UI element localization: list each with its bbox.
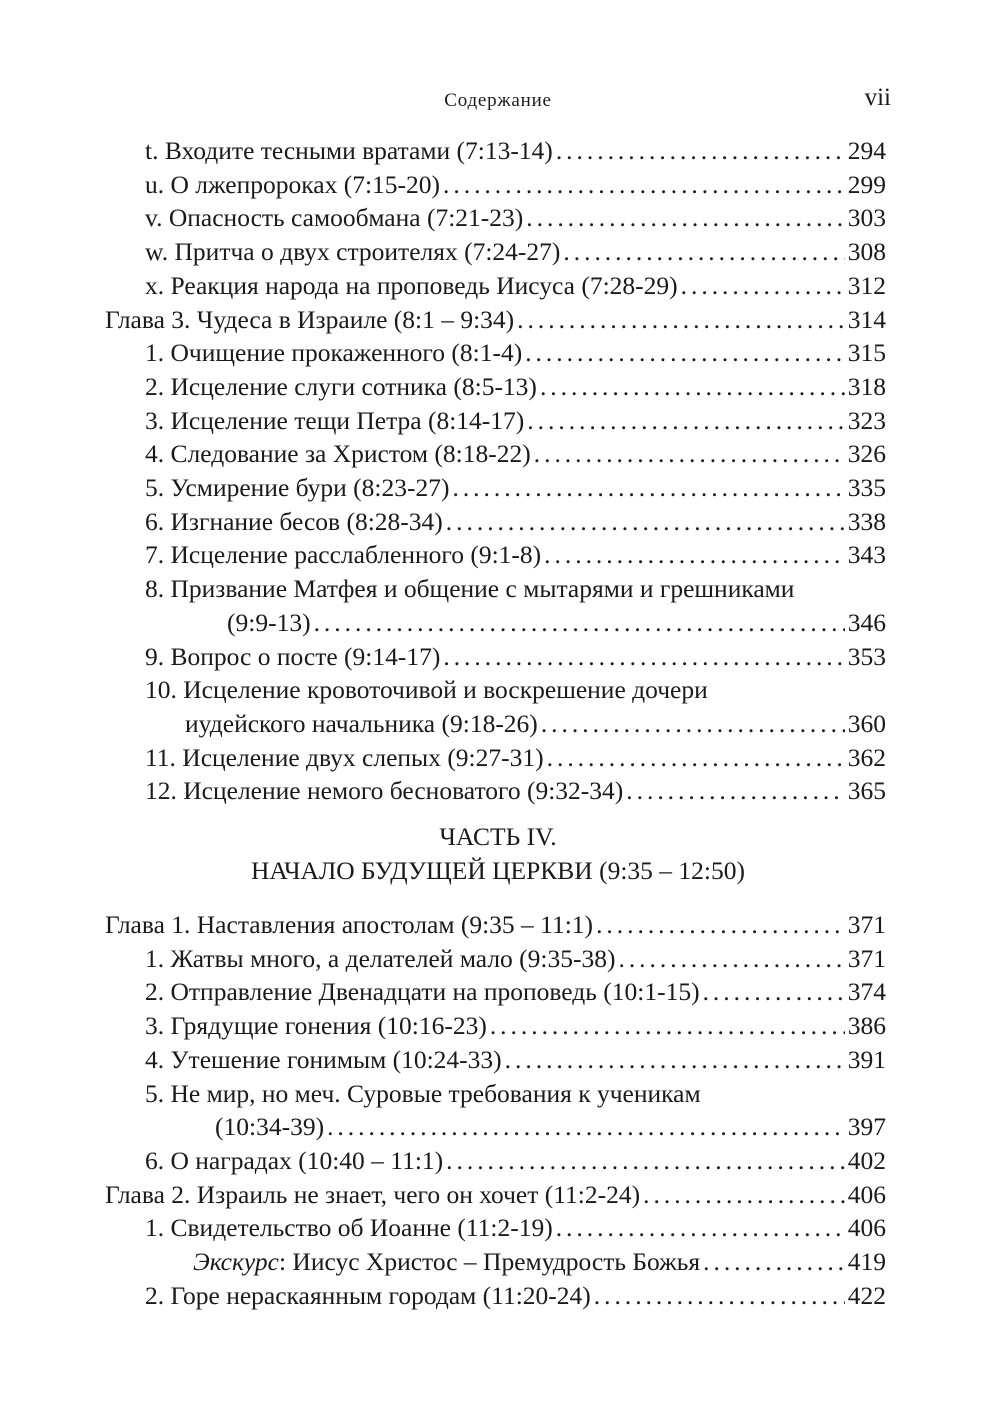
toc-entry-title: u. О лжепророках (7:15-20) [145,169,441,199]
toc-entry-title: 9. Вопрос о посте (9:14-17) [145,641,441,671]
dot-leader [547,741,845,775]
toc-entry [105,1279,886,1313]
dot-leader [556,134,845,168]
toc-entry-title: 6. О наградах (10:40 – 11:1) [145,1145,444,1175]
running-head [105,82,891,122]
toc-entry-page: 338 [847,506,886,536]
toc-entry-title-line1: 8. Призвание Матфея и общение с мытарями и грешниками [145,574,795,604]
toc-entry [105,640,886,674]
toc-entry-title: 1. Очищение прокаженного (8:1-4) [145,338,523,368]
dot-leader [327,1110,845,1144]
toc-entry-title-line2: (10:34-39) [215,1112,325,1142]
toc-entry-page: 323 [847,405,886,435]
toc-entry-title-line1: 5. Не мир, но меч. Суровые требования к ученикам [145,1078,701,1108]
dot-leader [544,538,845,572]
toc-entry-page: 314 [847,304,886,334]
toc-entry-title: 3. Исцеление тещи Петра (8:14-17) [145,405,525,435]
toc-entry-title-line1: 10. Исцеление кровоточивой и воскрешение дочери [145,675,708,705]
toc-entry-title: 5. Усмирение бури (8:23-27) [145,473,450,503]
toc-entry [105,505,886,539]
toc-entry-title: x. Реакция народа на проповедь Иисуса (7:28-29) [145,270,678,300]
excursus-label: Экскурс [193,1247,279,1277]
toc-entry-page: 402 [847,1145,886,1175]
toc-entry-title: 4. Утешение гонимым (10:24-33) [145,1044,502,1074]
toc-chapter-title: Глава 2. Израиль не знает, чего он хочет (11:2-24) [105,1179,641,1209]
toc-entry [105,134,886,168]
dot-leader [563,235,844,269]
toc-entry [105,437,886,471]
toc-entry-page: 391 [847,1044,886,1074]
part-title: НАЧАЛО БУДУЩЕЙ ЦЕРКВИ (9:35 – 12:50) [251,855,745,885]
toc-entry-page: 312 [847,270,886,300]
toc-entry-page: 294 [847,136,886,165]
toc-entry-title-line2: (9:9-13) [227,607,311,637]
toc-entry-two-line [105,1077,886,1144]
running-head-title: Содержание [444,90,552,111]
toc-entry-title: 11. Исцеление двух слепых (9:27-31) [145,742,544,772]
toc-entry-page: 318 [847,371,886,401]
toc-entry-page: 360 [847,708,886,738]
toc-entry-page: 346 [847,607,886,637]
dot-leader [452,471,844,505]
toc-entry-page: 422 [847,1280,886,1310]
toc-entry [105,538,886,572]
toc-excursus [105,1245,886,1279]
part-heading [105,820,891,887]
toc-entry [105,1144,886,1178]
toc-entry-page: 419 [847,1247,886,1277]
dot-leader [703,975,845,1009]
dot-leader [517,303,845,337]
toc-entry-title: w. Притча о двух строителях (7:24-27) [145,237,561,267]
toc-entry-title: 2. Отправление Двенадцати на проповедь (10:1-15) [145,977,700,1007]
toc-entry [105,942,886,976]
toc-entry [105,774,886,808]
toc-entry-page: 353 [847,641,886,671]
toc-entry-title: : Иисус Христос – Премудрость Божья [278,1247,701,1277]
toc-entry-page: 371 [847,943,886,973]
toc-entry-two-line [105,673,886,740]
toc-entry-title: 3. Грядущие гонения (10:16-23) [145,1011,487,1041]
toc-entry-two-line [105,572,886,639]
dot-leader [443,168,845,202]
dot-leader [446,1144,845,1178]
toc-entry-title: 7. Исцеление расслабленного (9:1-8) [145,540,542,570]
dot-leader [527,404,844,438]
toc-entry [105,404,886,438]
toc-entry [105,336,886,370]
dot-leader [703,1245,845,1279]
dot-leader [618,942,844,976]
page-number: vii [864,84,891,111]
toc-entry [105,741,886,775]
dot-leader [490,1009,845,1043]
dot-leader [443,640,844,674]
toc-entry-title-line2: иудейского начальника (9:18-26) [185,708,538,738]
toc-entry [105,975,886,1009]
dot-leader [314,606,845,640]
dot-leader [534,437,845,471]
toc-entry-title: 1. Жатвы много, а делателей мало (9:35-38) [145,943,616,973]
toc-entry [105,1009,886,1043]
toc-entry-title: 2. Горе нераскаянным городам (11:20-24) [145,1280,591,1310]
toc-entry-title: 4. Следование за Христом (8:18-22) [145,439,531,469]
toc-chapter-title: Глава 1. Наставления апостолам (9:35 – 11:1) [105,910,594,939]
toc-entry-page: 308 [847,237,886,267]
dot-leader [594,1279,845,1313]
toc-chapter-title: Глава 3. Чудеса в Израиле (8:1 – 9:34) [105,304,515,334]
toc-entry-page: 315 [847,338,886,368]
toc-chapter [105,908,886,942]
toc-entry-page: 362 [847,742,886,772]
dot-leader [556,1211,845,1245]
toc-entry [105,1211,886,1245]
toc-entry-page: 374 [847,977,886,1007]
table-of-contents-part-iv [105,908,886,1312]
dot-leader [526,201,844,235]
table-of-contents-part-iii-continued [105,134,886,808]
toc-entry [105,235,886,269]
dot-leader [505,1043,845,1077]
dot-leader [525,336,845,370]
toc-entry-page: 343 [847,540,886,570]
dot-leader [541,707,845,741]
toc-entry [105,201,886,235]
toc-entry-title: v. Опасность самообмана (7:21-23) [145,203,524,233]
toc-entry-page: 335 [847,473,886,503]
toc-entry-title: 12. Исцеление немого бесноватого (9:32-34) [145,776,624,806]
toc-entry-page: 299 [847,169,886,199]
toc-entry [105,269,886,303]
toc-entry [105,370,886,404]
part-number: ЧАСТЬ IV. [439,822,557,851]
toc-entry-title: 1. Свидетельство об Иоанне (11:2-19) [145,1213,553,1243]
dot-leader [681,269,845,303]
dot-leader [643,1178,845,1212]
toc-entry-page: 326 [847,439,886,469]
toc-entry-page: 365 [847,776,886,806]
toc-entry-page: 386 [847,1011,886,1041]
toc-entry-page: 397 [847,1112,886,1142]
dot-leader [596,908,845,942]
dot-leader [446,505,845,539]
toc-entry [105,471,886,505]
toc-entry-page: 371 [847,910,886,939]
dot-leader [626,774,844,808]
toc-chapter [105,1178,886,1212]
toc-entry-page: 406 [847,1179,886,1209]
toc-entry [105,1043,886,1077]
dot-leader [540,370,845,404]
toc-entry [105,168,886,202]
toc-entry-page: 406 [847,1213,886,1243]
toc-entry-page: 303 [847,203,886,233]
toc-entry-title: 6. Изгнание бесов (8:28-34) [145,506,443,536]
toc-chapter [105,303,886,337]
toc-entry-title: 2. Исцеление слуги сотника (8:5-13) [145,371,537,401]
toc-entry-title: t. Входите тесными вратами (7:13-14) [145,136,553,165]
